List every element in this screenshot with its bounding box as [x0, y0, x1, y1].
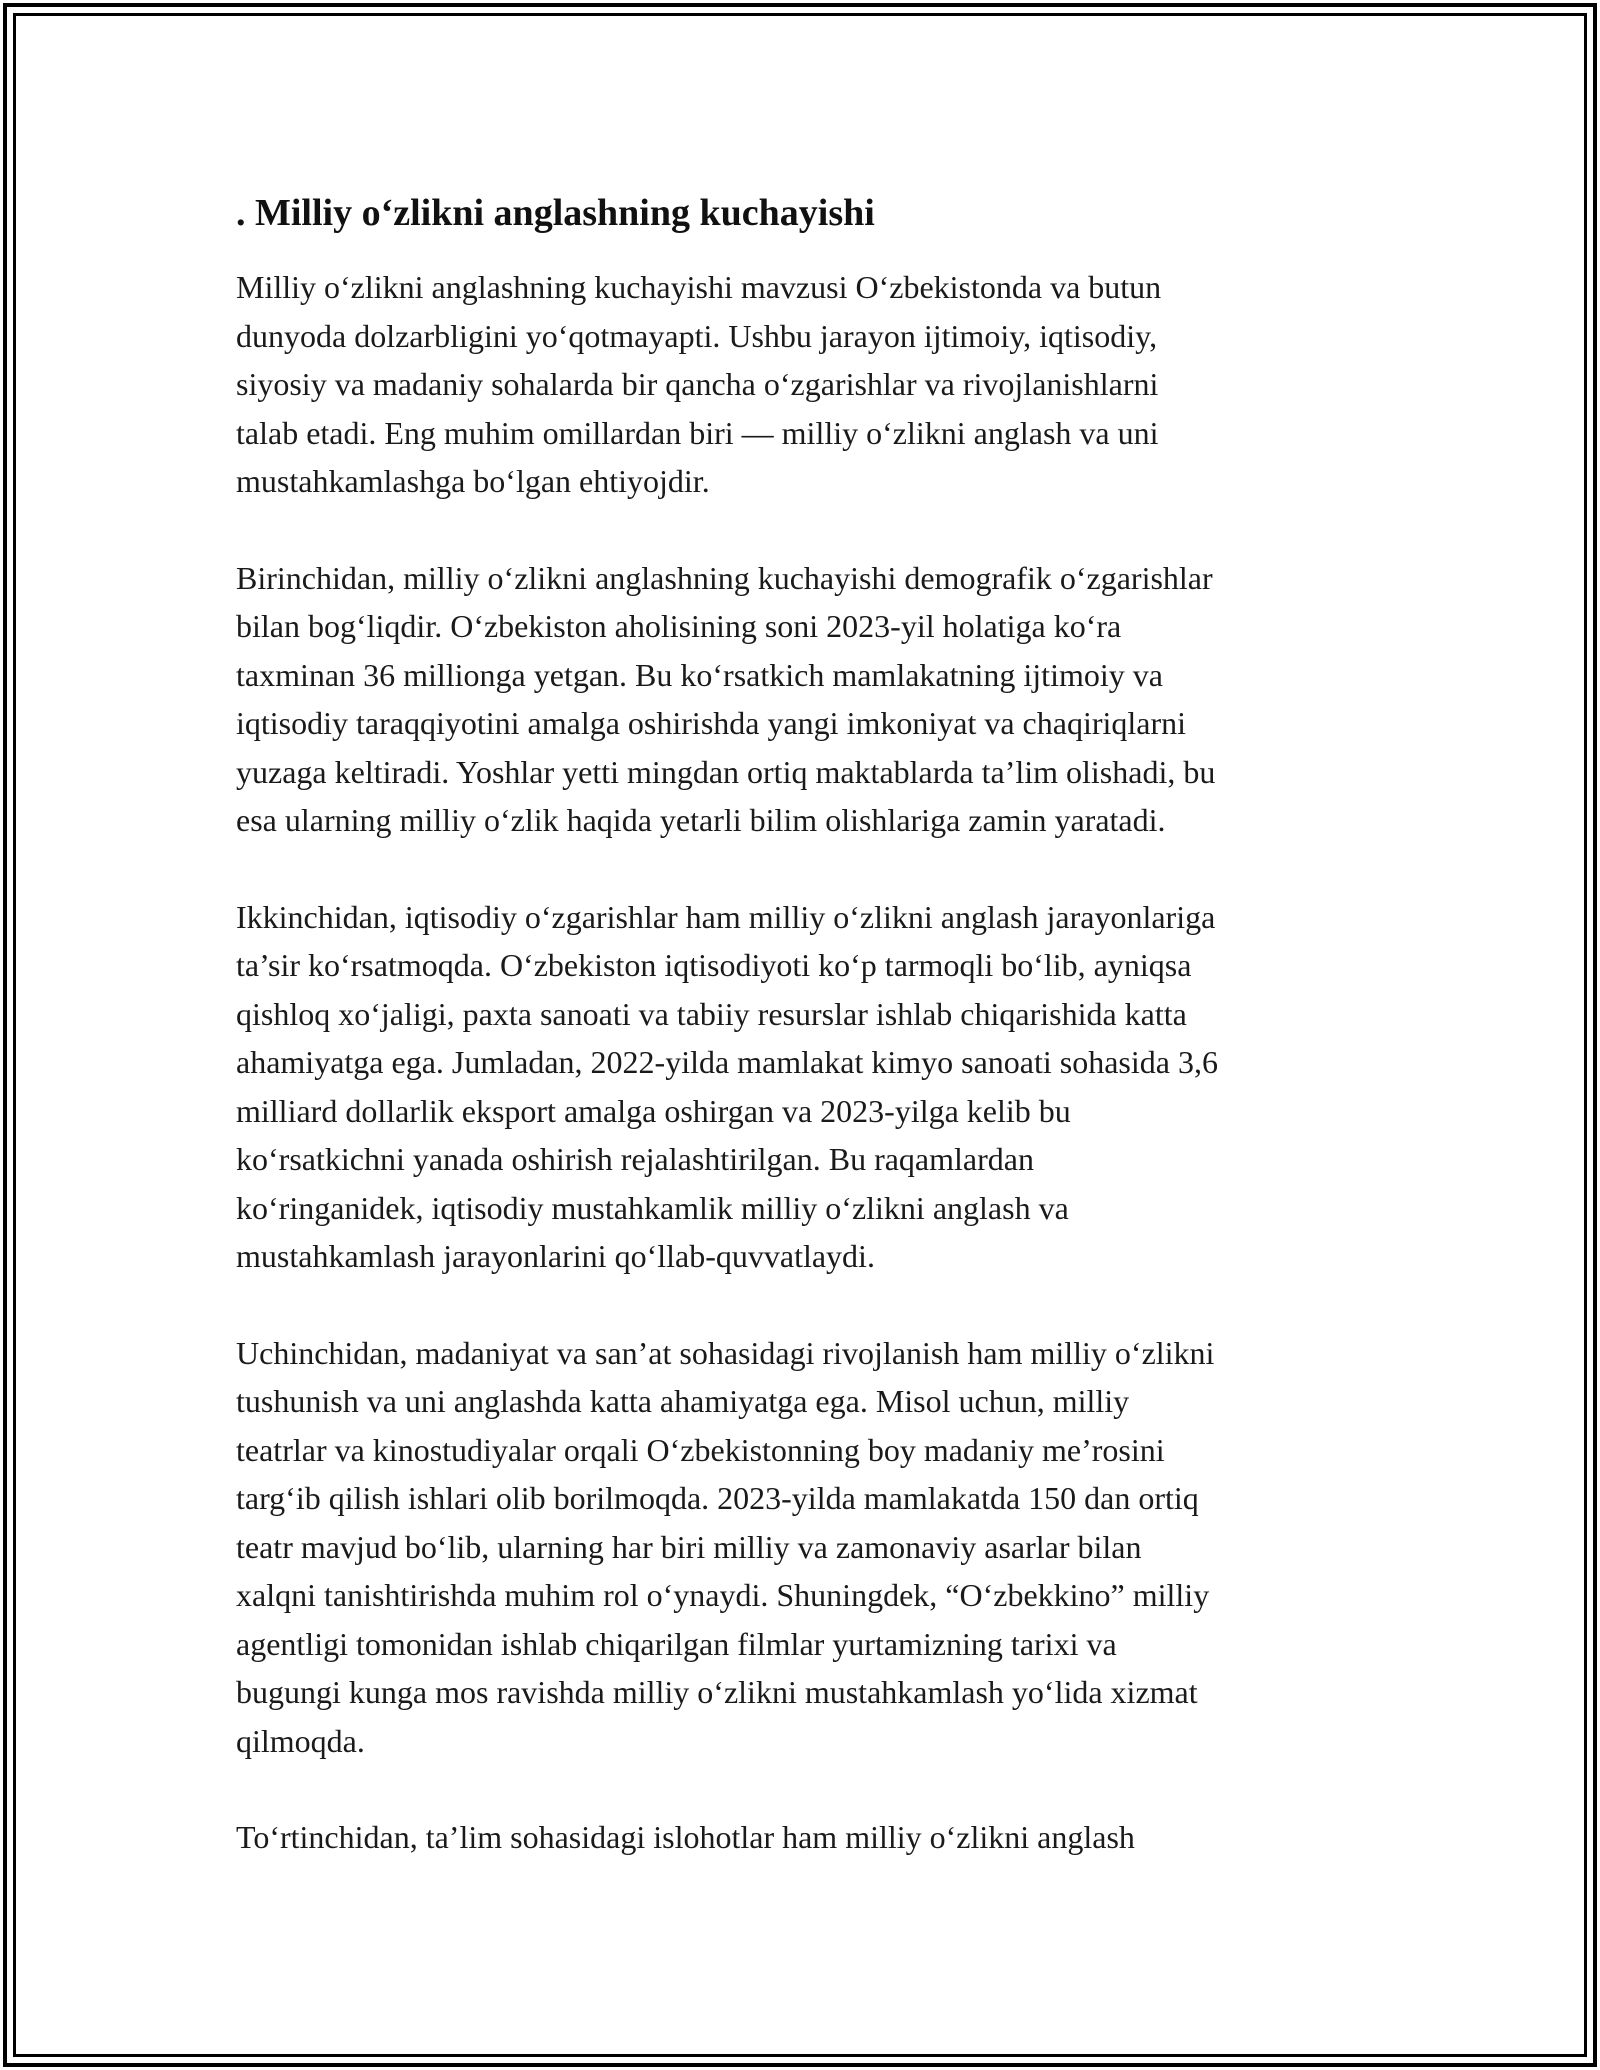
- paragraph: [236, 1329, 1376, 1766]
- text-line: iqtisodiy taraqqiyotini amalga oshirishda yangi imkoniyat va chaqiriqlarni: [236, 705, 1187, 741]
- text-line: dunyoda dolzarbligini yo‘qotmayapti. Ushbu jarayon ijtimoiy, iqtisodiy,: [236, 317, 1158, 354]
- text-line: Milliy o‘zlikni anglashning kuchayishi mavzusi O‘zbekistonda va butun: [236, 269, 1162, 305]
- document-page: [236, 185, 1376, 1910]
- text-line: agentligi tomonidan ishlab chiqarilgan filmlar yurtamizning tarixi va: [236, 1625, 1117, 1662]
- text-line: ko‘ringanidek, iqtisodiy mustahkamlik milliy o‘zlikni anglash va: [236, 1189, 1069, 1226]
- text-line: ta’sir ko‘rsatmoqda. O‘zbekiston iqtisodiyoti ko‘p tarmoqli bo‘lib, ayniqsa: [236, 947, 1192, 983]
- text-line: milliard dollarlik eksport amalga oshirgan va 2023-yilga kelib bu: [236, 1092, 1071, 1129]
- text-line: esa ularning milliy o‘zlik haqida yetarli bilim olishlariga zamin yaratadi.: [236, 802, 1166, 838]
- document-body: [236, 263, 1376, 1862]
- text-line: Uchinchidan, madaniyat va san’at sohasidagi rivojlanish ham milliy o‘zlikni: [236, 1334, 1215, 1371]
- text-line: yuzaga keltiradi. Yoshlar yetti mingdan ortiq maktablarda ta’lim olishadi, bu: [236, 753, 1216, 790]
- paragraph: [236, 1813, 1376, 1862]
- text-line: qilmoqda.: [236, 1722, 365, 1759]
- text-line: To‘rtinchidan, ta’lim sohasidagi islohotlar ham milliy o‘zlikni anglash: [236, 1819, 1135, 1855]
- text-line: ahamiyatga ega. Jumladan, 2022-yilda mamlakat kimyo sanoati sohasida 3,6: [236, 1044, 1218, 1080]
- paragraph: [236, 554, 1376, 845]
- text-line: mustahkamlash jarayonlarini qo‘llab-quvvatlaydi.: [236, 1238, 875, 1274]
- text-line: Birinchidan, milliy o‘zlikni anglashning kuchayishi demografik o‘zgarishlar: [236, 559, 1213, 596]
- text-line: bilan bog‘liqdir. O‘zbekiston aholisining soni 2023-yil holatiga ko‘ra: [236, 608, 1122, 644]
- text-line: qishloq xo‘jaligi, paxta sanoati va tabiiy resurslar ishlab chiqarishida katta: [236, 995, 1187, 1032]
- document-heading: . Milliy o‘zlikni anglashning kuchayishi: [236, 192, 875, 234]
- text-line: siyosiy va madaniy sohalarda bir qancha o‘zgarishlar va rivojlanishlarni: [236, 366, 1159, 402]
- text-line: tushunish va uni anglashda katta ahamiyatga ega. Misol uchun, milliy: [236, 1383, 1130, 1419]
- text-line: Ikkinchidan, iqtisodiy o‘zgarishlar ham milliy o‘zlikni anglash jarayonlariga: [236, 898, 1216, 935]
- text-line: bugungi kunga mos ravishda milliy o‘zlikni mustahkamlash yo‘lida xizmat: [236, 1674, 1198, 1710]
- text-line: xalqni tanishtirishda muhim rol o‘ynaydi. Shuningdek, “O‘zbekkino” milliy: [236, 1577, 1210, 1613]
- text-line: ko‘rsatkichni yanada oshirish rejalashtirilgan. Bu raqamlardan: [236, 1141, 1034, 1177]
- text-line: talab etadi. Eng muhim omillardan biri — milliy o‘zlikni anglash va uni: [236, 414, 1159, 451]
- paragraph: [236, 263, 1376, 506]
- text-line: teatr mavjud bo‘lib, ularning har biri milliy va zamonaviy asarlar bilan: [236, 1528, 1142, 1565]
- text-line: teatrlar va kinostudiyalar orqali O‘zbekistonning boy madaniy me’rosini: [236, 1431, 1165, 1468]
- text-line: taxminan 36 millionga yetgan. Bu ko‘rsatkich mamlakatning ijtimoiy va: [236, 656, 1163, 693]
- text-line: targ‘ib qilish ishlari olib borilmoqda. 2023-yilda mamlakatda 150 dan ortiq: [236, 1480, 1199, 1516]
- text-line: mustahkamlashga bo‘lgan ehtiyojdir.: [236, 463, 710, 499]
- paragraph: [236, 893, 1376, 1281]
